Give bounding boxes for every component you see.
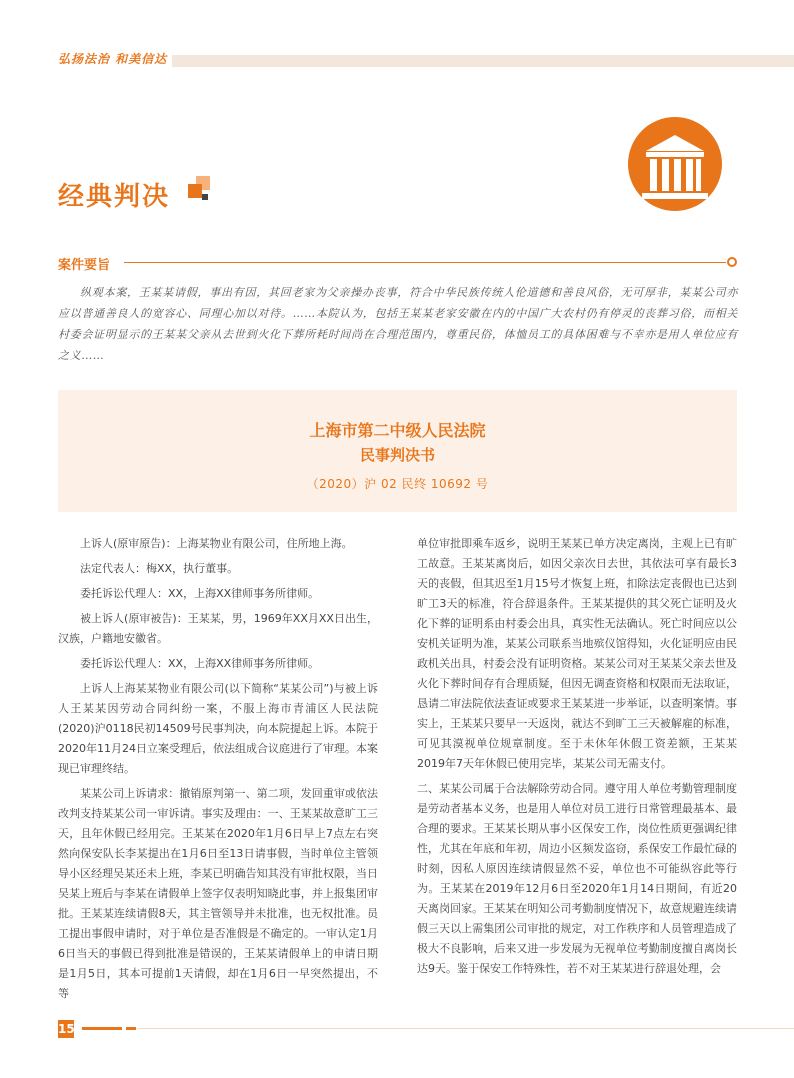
- paragraph: 上诉人上海某某物业有限公司(以下简称“某某公司”)与被上诉人王某某因劳动合同纠纷一案，不服上海市青浦区人民法院(2020)沪0118民初14509号民事判决，向本院提起上诉。本院于2020年11月24日立案受理后，依法组成合议庭进行了审理。本案现已审理终结。: [58, 682, 378, 775]
- footer-line: [138, 1028, 794, 1029]
- decor-square: [188, 184, 202, 198]
- paragraph: 二、某某公司属于合法解除劳动合同。遵守用人单位考勤管理制度是劳动者基本义务，也是用人单位对员工进行日常管理最基本、最合理的要求。王某某长期从事小区保安工作，岗位性质更强调纪律性，尤其在年底和年初，周边小区频发盗窃，系保安工作最忙碌的时刻，因私人原因连续请假显然不妥，单位也不可能纵容此等行为。王某某在2019年12月6日至2020年1月14日期间，有近20天离岗回家。王某某在明知公司考勤制度情况下，故意规避连续请假三天以上需集团公司审批的规定，对工作秩序和人员管理造成了极大不良影响，后来又进一步发展为无视单位考勤制度擅自离岗长达9天。鉴于保安工作特殊性，若不对王某某进行辞退处理，会: [417, 782, 737, 975]
- footer-line: [126, 1027, 136, 1030]
- decor-square: [202, 194, 208, 200]
- document-type: 民事判决书: [359, 446, 435, 464]
- case-number: （2020）沪 02 民终 10692 号: [306, 477, 489, 491]
- header-slogan: 弘扬法治 和美信达: [58, 52, 168, 66]
- section-title: 经典判决: [58, 182, 171, 212]
- court-building-logo: [628, 117, 722, 211]
- summary-divider: [124, 262, 726, 263]
- paragraph: 上诉人(原审原告)：上海某物业有限公司，住所地上海。: [80, 537, 353, 550]
- summary-divider-dot: [727, 257, 737, 267]
- court-name: 上海市第二中级人民法院: [309, 421, 486, 440]
- summary-text: 纵观本案，王某某请假，事出有因，其回老家为父亲操办丧事，符合中华民族传统人伦道德和善良风俗，无可厚非，某某公司亦应以普通善良人的宽容心、同理心加以对待。……本院认为，包括王某某老家安徽在内的中国广大农村仍有停灵的丧葬习俗，而相关村委会证明显示的王某某父亲从去世到火化下葬所耗时间尚在合理范围内，尊重民俗，体恤员工的具体困难与不幸亦是用人单位应有之义……: [58, 286, 738, 362]
- left-column: [58, 534, 378, 1009]
- paragraph: 法定代表人：梅XX，执行董事。: [80, 562, 239, 575]
- paragraph: 单位审批即乘车返乡，说明王某某已单方决定离岗，主观上已有旷工故意。王某某离岗后，如因父亲次日去世，其依法可享有最长3天的丧假，但其迟至1月15号才恢复上班，扣除法定丧假也已达到旷工3天的标准，符合辞退条件。王某某提供的其父死亡证明及火化下葬的证明系由村委会出具，真实性无法确认。死亡时间应以公安机关证明为准，某某公司联系当地殡仪馆得知，火化证明应由民政机关出具，村委会没有证明资格。某某公司对王某某父亲去世及火化下葬时间存有合理质疑，但因无调查资格和权限而无法取证，恳请二审法院依法查证或要求王某某进一步举证，以查明案情。事实上，王某某只要早一天返岗，就达不到旷工三天被解雇的标准，可见其漠视单位规章制度。至于未休年休假工资差额，王某某2019年7天年休假已使用完毕，某某公司无需支付。: [417, 537, 737, 770]
- paragraph: 某某公司上诉请求：撤销原判第一、第二项，发回重审或依法改判支持某某公司一审诉请。事实及理由：一、王某某故意旷工三天，且年休假已经用完。王某某在2020年1月6日早上7点左右突然向保安队长李某提出在1月6日至13日请事假，当时单位主管领导小区经理吴某还未上班，李某已明确告知其没有审批权限，当日吴某上班后与李某在请假单上签字仅表明知晓此事，并上报集团审批。王某某连续请假8天，其主管领导并未批准，也无权批准。员工提出事假申请时，对于单位是否准假是不确定的。一审认定1月6日当天的事假已得到批准是错误的，王某某请假单上的申请日期是1月5日，其本可提前1天请假，却在1月6日一早突然提出，不等: [58, 787, 378, 1000]
- header-bar: [172, 55, 794, 67]
- page-number: 15: [58, 1022, 75, 1036]
- right-column: [417, 534, 737, 984]
- paragraph: 被上诉人(原审被告)：王某某，男，1969年XX月XX日出生，汉族，户籍地安徽省。: [58, 612, 378, 645]
- footer-line: [82, 1027, 122, 1030]
- paragraph: 委托诉讼代理人：XX，上海XX律师事务所律师。: [80, 657, 320, 670]
- paragraph: 委托诉讼代理人：XX，上海XX律师事务所律师。: [80, 587, 320, 600]
- summary-label: 案件要旨: [58, 258, 111, 273]
